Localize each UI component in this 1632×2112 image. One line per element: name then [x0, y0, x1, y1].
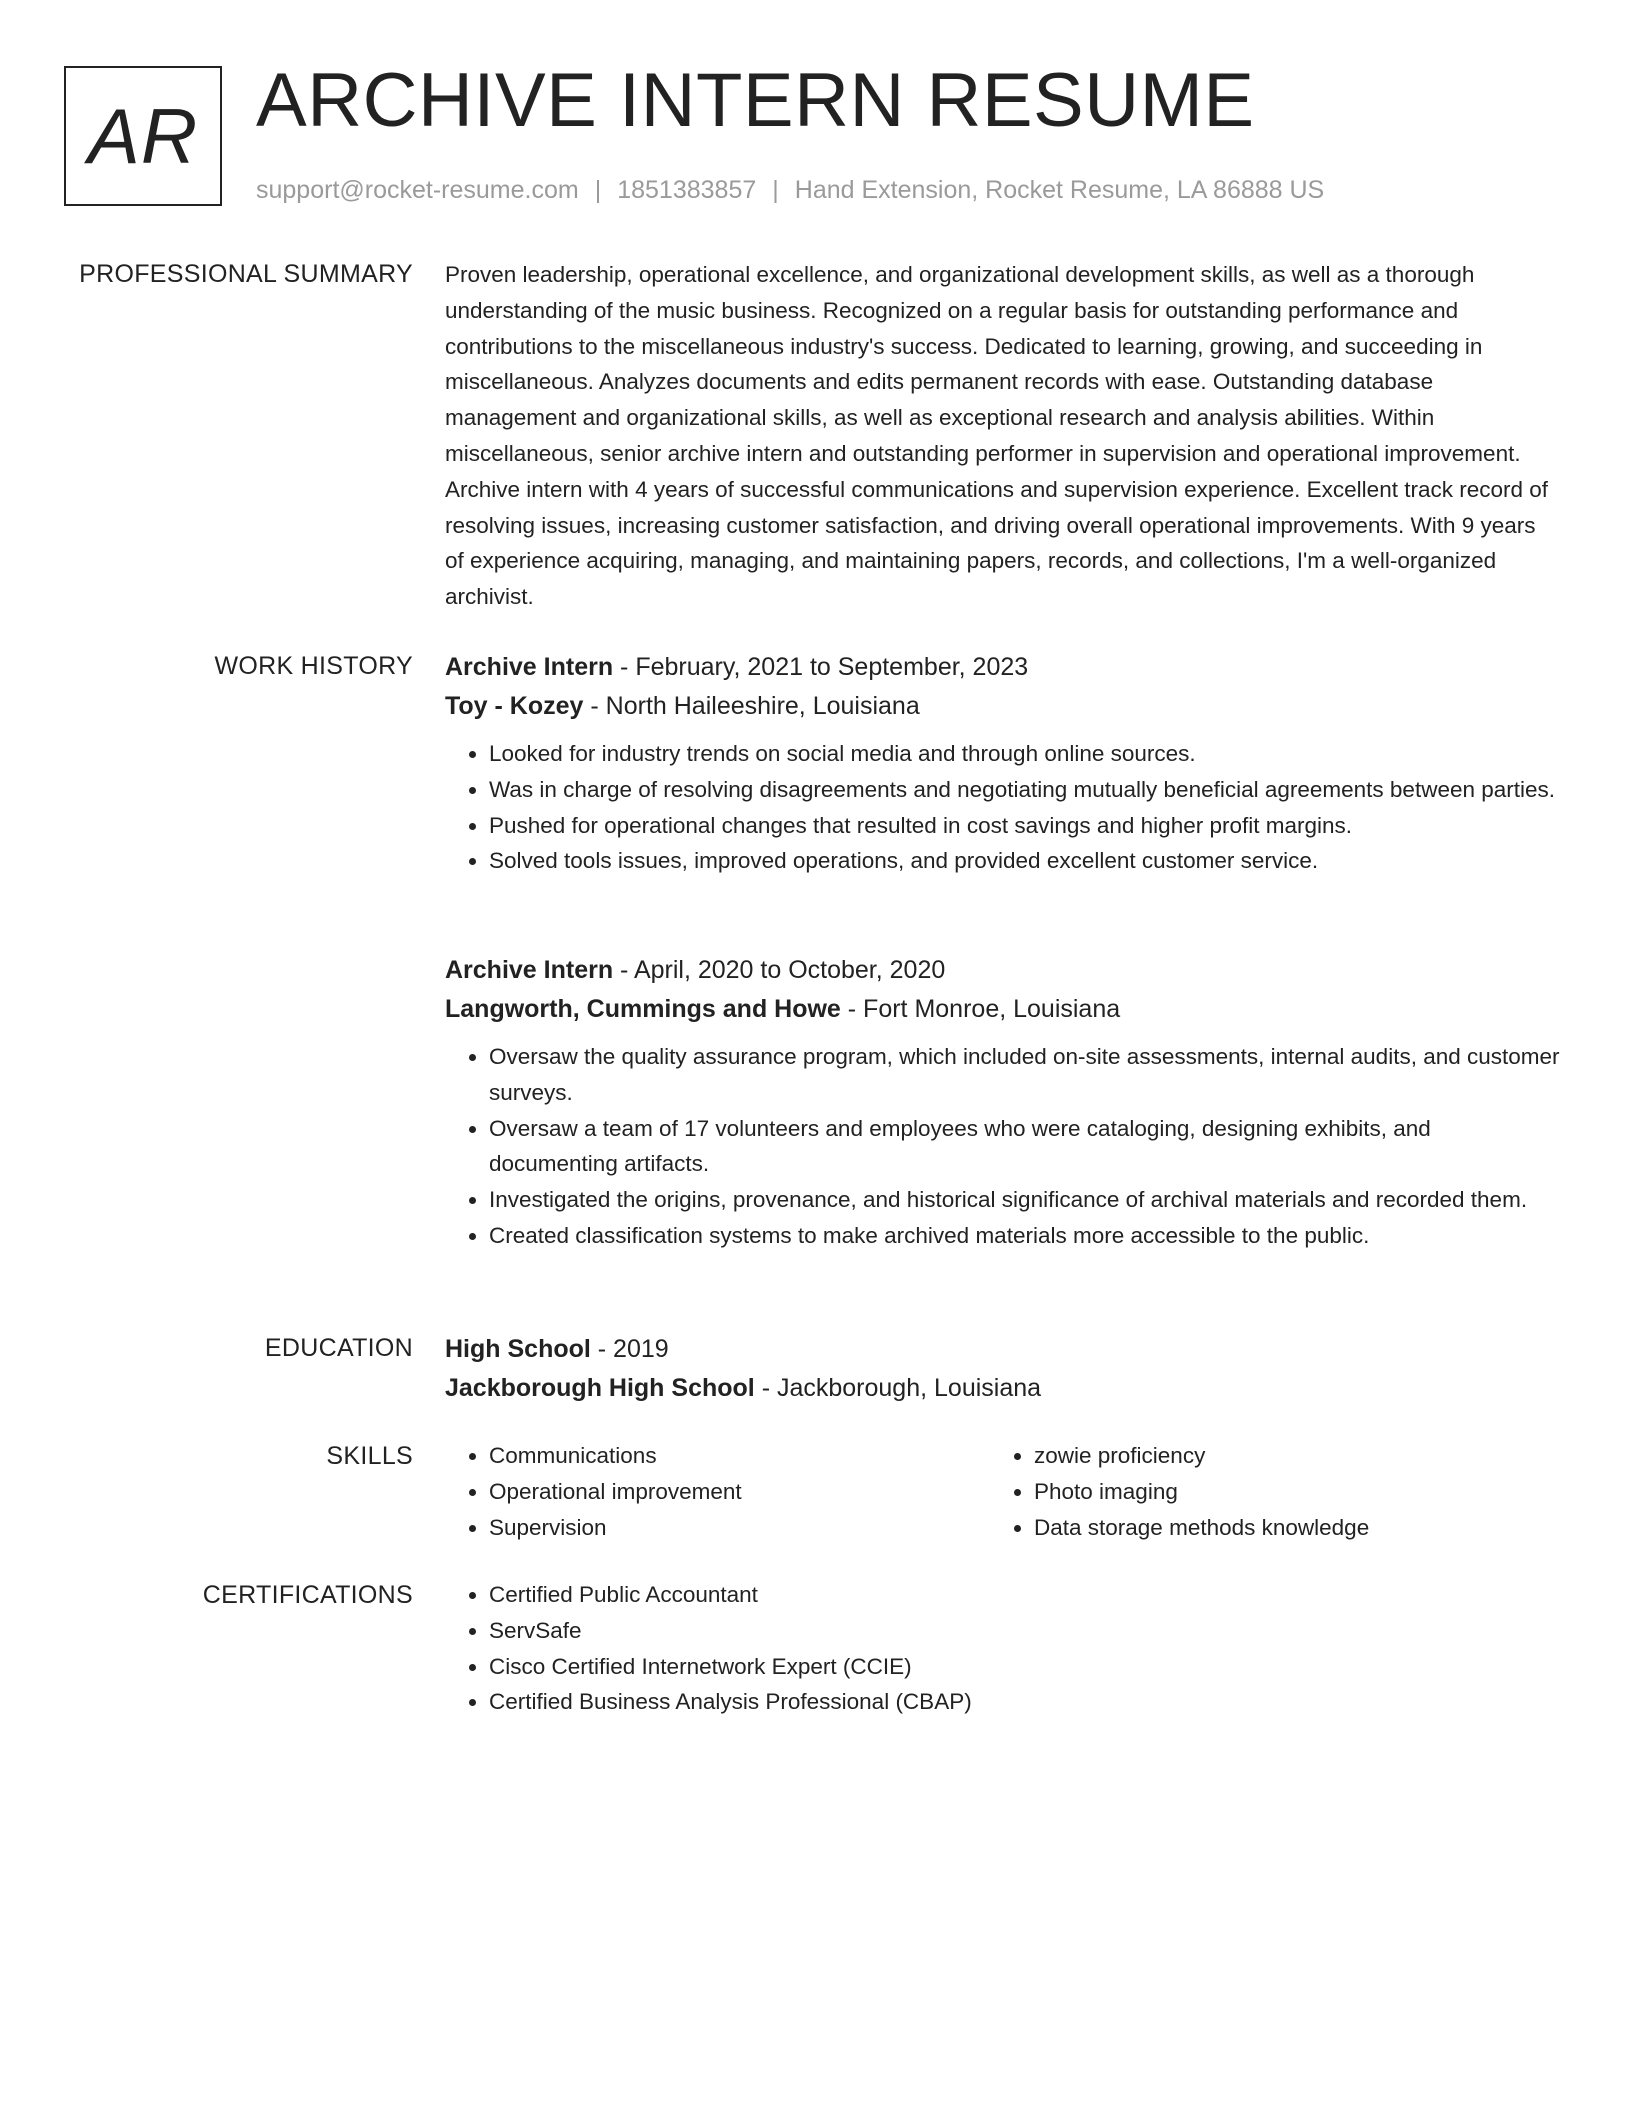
job-dates: - February, 2021 to September, 2023 [613, 653, 1029, 681]
job-duty: • Pushed for operational changes that resulted in cost savings and higher profit margins. [489, 808, 1560, 844]
job-entry [445, 951, 1560, 1254]
education-location: - Jackborough, Louisiana [754, 1374, 1042, 1402]
job-duties [445, 1039, 1560, 1254]
summary-heading: PROFESSIONAL SUMMARY [79, 260, 413, 288]
contact-separator: | [594, 176, 602, 204]
job-location: - North Haileeshire, Louisiana [583, 692, 920, 720]
job-location: - Fort Monroe, Louisiana [840, 995, 1121, 1023]
summary-text: Proven leadership, operational excellence, and organizational development skills, as well as a thorough understanding of the music business. Recognized on a regular basis for outstanding performance and contributions to the miscellaneous industry's success. Dedicated to learning, growing, and succeeding in miscellaneous. Analyzes documents and edits permanent records with ease. Outstanding database management and organizational skills, as well as exceptional research and analysis abilities. Within miscellaneous, senior archive intern and outstanding performer in supervision and operational improvement. Archive intern with 4 years of successful communications and supervision experience. Excellent track record of resolving issues, increasing customer satisfaction, and driving overall operational improvements. With 9 years of experience acquiring, managing, and maintaining papers, records, and collections, I'm a well-organized archivist. [445, 262, 1549, 610]
skill-item: • zowie proficiency [1034, 1438, 1534, 1474]
skill-item: • Supervision [489, 1510, 989, 1546]
education-degree-line [445, 1330, 1560, 1369]
skills-grid [445, 1438, 1560, 1545]
job-duty: • Was in charge of resolving disagreements and negotiating mutually beneficial agreements between parties. [489, 772, 1560, 808]
certifications-list [445, 1577, 1560, 1720]
contact-separator: | [772, 176, 779, 204]
job-duty: • Oversaw a team of 17 volunteers and employees who were cataloging, designing exhibits, and documenting artifacts. [489, 1111, 1560, 1183]
contact-phone[interactable]: 1851383857 [617, 176, 757, 204]
job-duty: • Looked for industry trends on social media and through online sources. [489, 736, 1560, 772]
certification-item: • Cisco Certified Internetwork Expert (CCIE) [489, 1649, 1560, 1685]
education-school-line [445, 1369, 1560, 1408]
job-company: Toy - Kozey [445, 692, 584, 720]
skill-item: • Data storage methods knowledge [1034, 1510, 1534, 1546]
job-duty: • Oversaw the quality assurance program, which included on-site assessments, internal audits, and customer surveys. [489, 1039, 1560, 1111]
skills-column [989, 1438, 1534, 1545]
job-title-line [445, 951, 1560, 990]
skills-column [445, 1438, 989, 1545]
certification-item: • Certified Public Accountant [489, 1577, 1560, 1613]
certification-item: • Certified Business Analysis Professional (CBAP) [489, 1684, 1560, 1720]
education-heading: EDUCATION [264, 1334, 413, 1362]
monogram-badge: AR [64, 66, 222, 206]
job-dates: - April, 2020 to October, 2020 [613, 956, 946, 984]
resume-title: ARCHIVE INTERN RESUME [256, 58, 1255, 143]
job-duty: • Solved tools issues, improved operations, and provided excellent customer service. [489, 843, 1560, 879]
education-year: - 2019 [590, 1335, 669, 1363]
job-company: Langworth, Cummings and Howe [445, 995, 841, 1023]
job-title: Archive Intern [445, 956, 614, 984]
contact-email[interactable]: support@rocket-resume.com [256, 176, 579, 204]
work-history-heading: WORK HISTORY [214, 652, 413, 680]
contact-line [256, 174, 1324, 206]
job-title-line [445, 648, 1560, 687]
skill-item: • Photo imaging [1034, 1474, 1534, 1510]
skill-item: • Operational improvement [489, 1474, 989, 1510]
education-degree: High School [445, 1335, 591, 1363]
skill-item: • Communications [489, 1438, 989, 1474]
job-title: Archive Intern [445, 653, 614, 681]
job-company-line [445, 990, 1560, 1029]
job-company-line [445, 687, 1560, 726]
certification-item: • ServSafe [489, 1613, 1560, 1649]
contact-address: Hand Extension, Rocket Resume, LA 86888 US [794, 176, 1325, 204]
job-duty: • Created classification systems to make archived materials more accessible to the public. [489, 1218, 1560, 1254]
skills-heading: SKILLS [326, 1442, 413, 1470]
education-school: Jackborough High School [445, 1374, 755, 1402]
job-duties [445, 736, 1560, 879]
job-entry [445, 648, 1560, 879]
certifications-heading: CERTIFICATIONS [202, 1581, 413, 1609]
job-duty: • Investigated the origins, provenance, and historical significance of archival materials and recorded them. [489, 1182, 1560, 1218]
